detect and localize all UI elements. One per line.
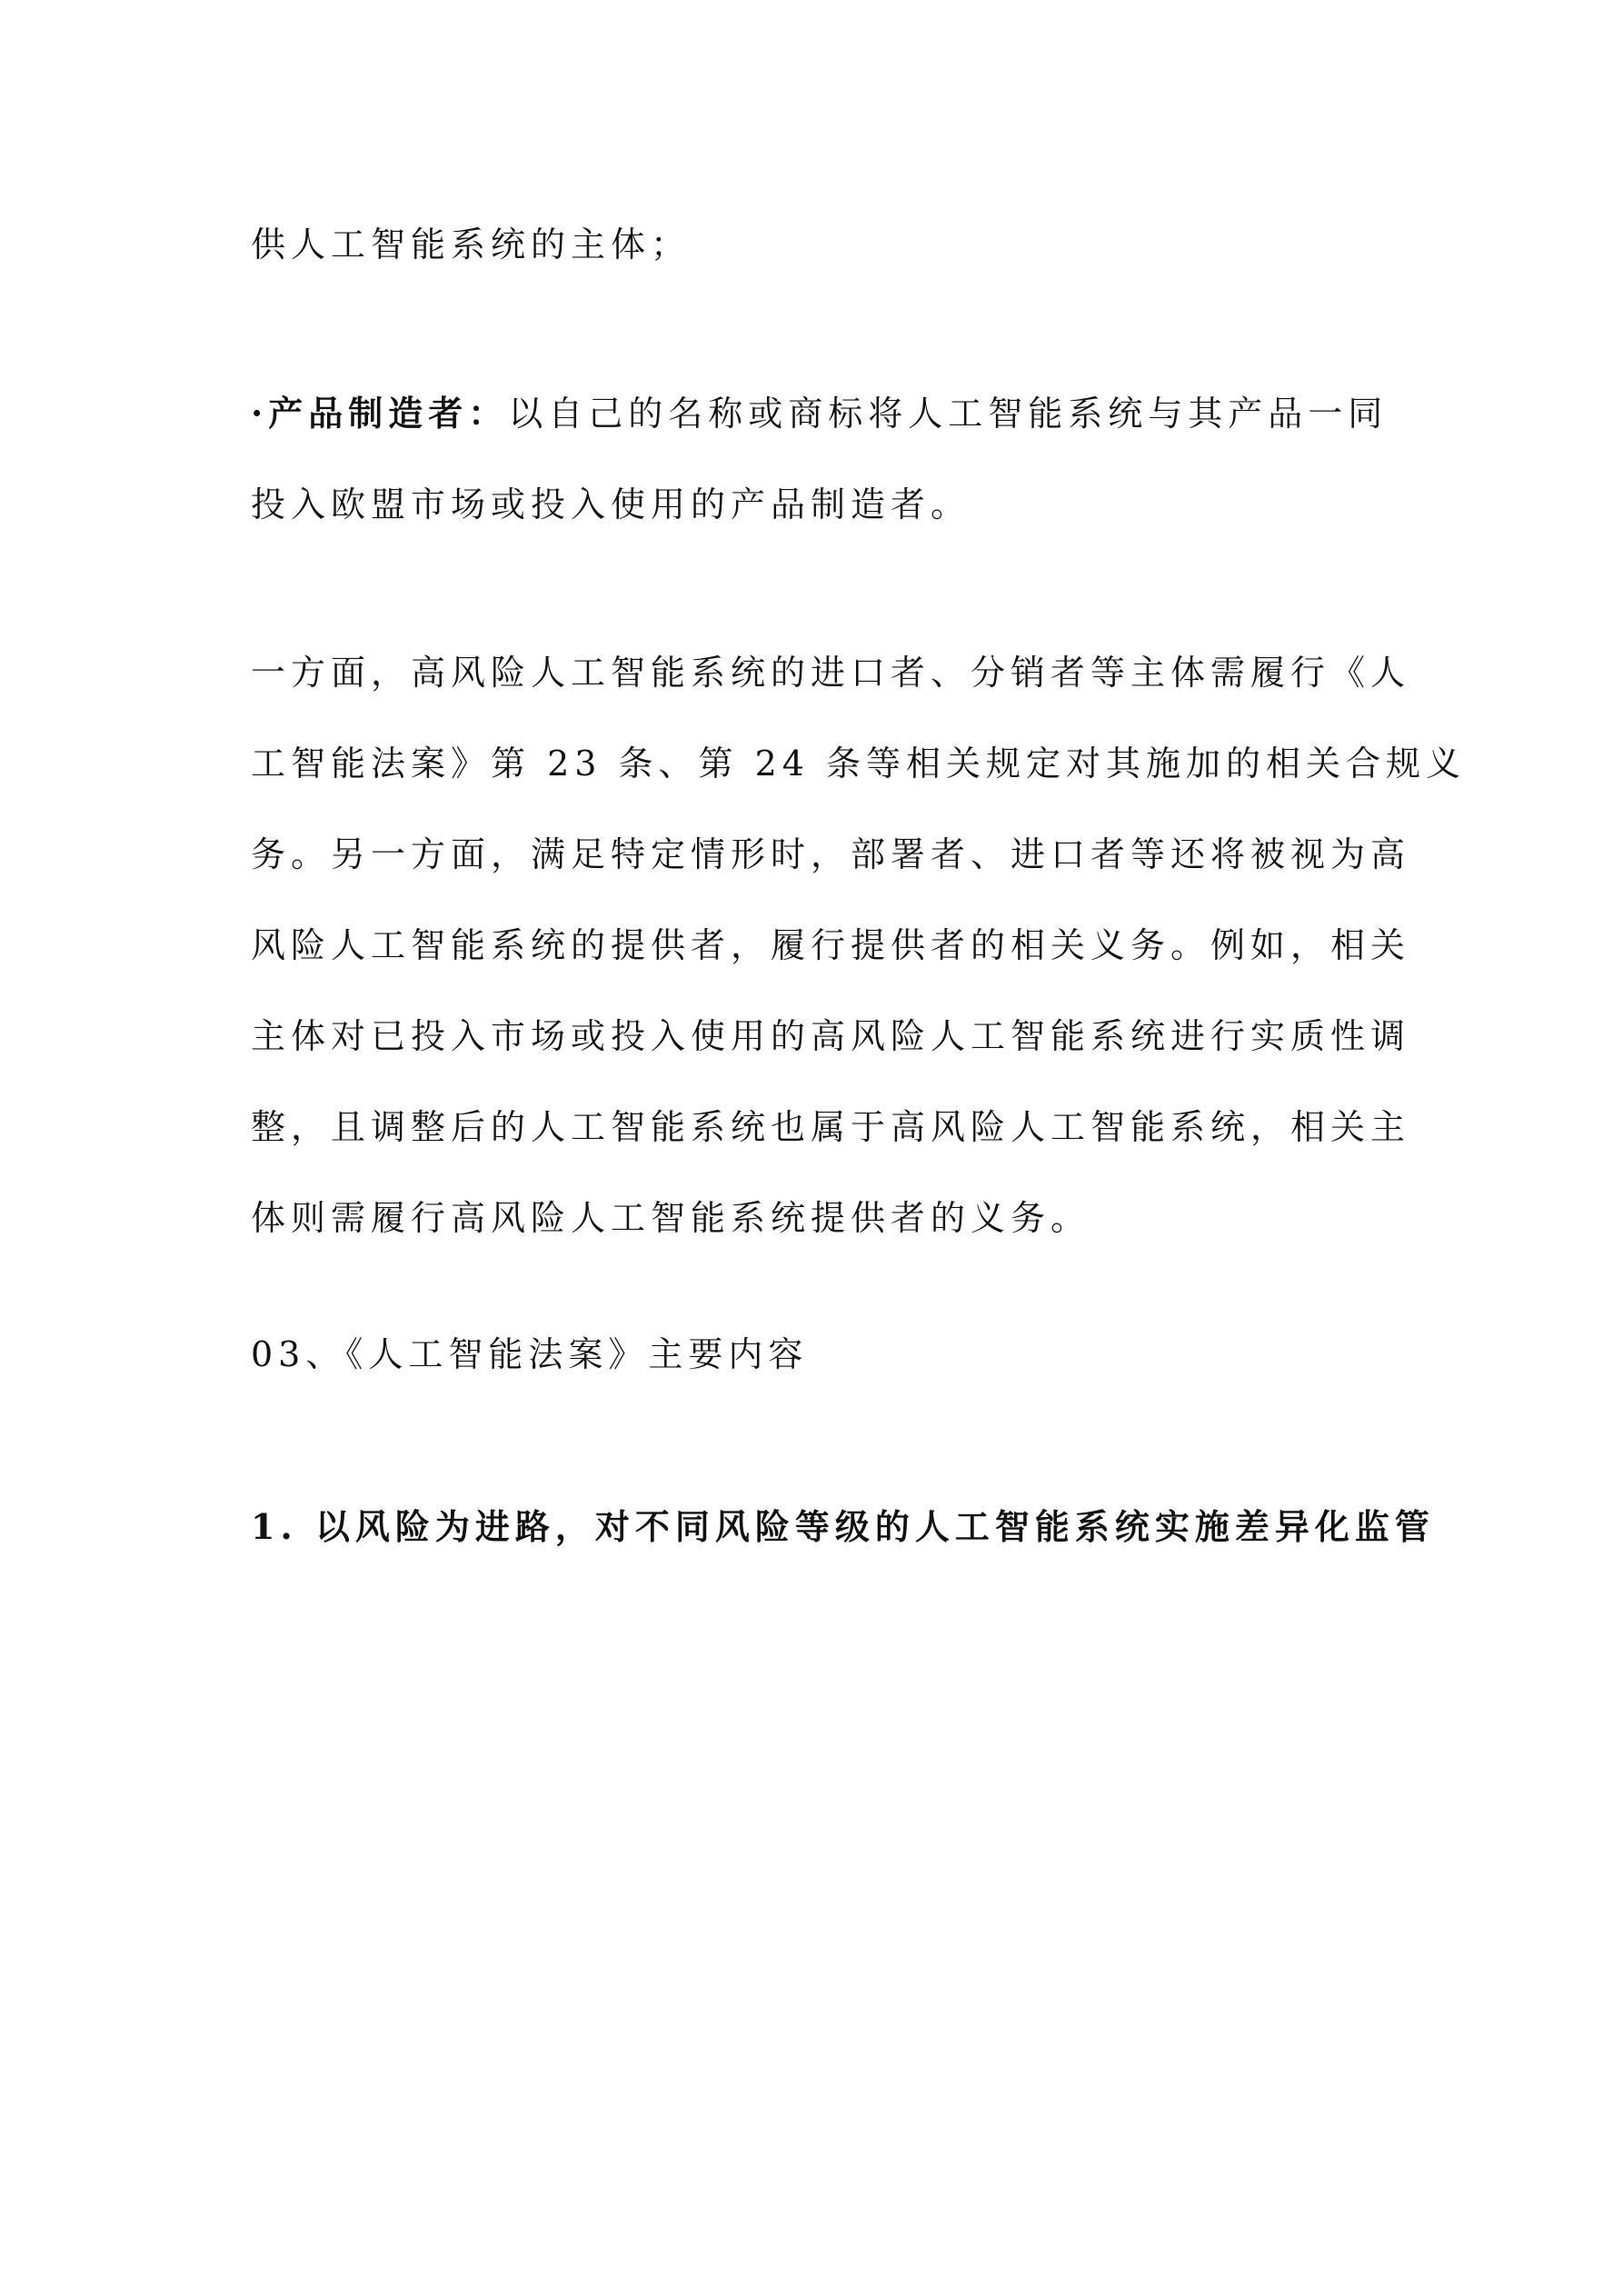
- paragraph-line: 整，且调整后的人工智能系统也属于高风险人工智能系统，相关主: [251, 1107, 1411, 1147]
- paragraph-line: 体则需履行高风险人工智能系统提供者的义务。: [251, 1198, 1091, 1238]
- continued-text-line: [251, 199, 1396, 290]
- subsection-heading-text: 1. 以风险为进路，对不同风险等级的人工智能系统实施差异化监管: [251, 1506, 1435, 1547]
- section-heading-text: 03、《人工智能法案》主要内容: [251, 1334, 809, 1374]
- bullet-second-line: 投入欧盟市场或投入使用的产品制造者。: [251, 484, 971, 524]
- text-line: 供人工智能系统的主体；: [251, 225, 692, 265]
- bullet-first-line: [251, 368, 1396, 459]
- paragraph-line: 务。另一方面，满足特定情形时，部署者、进口者等还将被视为高: [251, 834, 1411, 874]
- body-paragraph: [251, 627, 1467, 1263]
- paragraph-line: 一方面，高风险人工智能系统的进口者、分销者等主体需履行《人: [251, 653, 1411, 693]
- subsection-heading: [251, 1482, 1435, 1572]
- paragraph-line: 主体对已投入市场或投入使用的高风险人工智能系统进行实质性调: [251, 1016, 1411, 1056]
- bullet-marker: ·: [251, 393, 269, 434]
- bullet-item-product-manufacturer: [251, 368, 1396, 550]
- bullet-text: 以自己的名称或商标将人工智能系统与其产品一同: [508, 394, 1389, 434]
- paragraph-line: 风险人工智能系统的提供者，履行提供者的相关义务。例如，相关: [251, 925, 1411, 965]
- section-heading: [251, 1309, 1396, 1400]
- bullet-term: 产品制造者：: [268, 393, 509, 434]
- paragraph-line: 工智能法案》第 23 条、第 24 条等相关规定对其施加的相关合规义: [251, 744, 1467, 784]
